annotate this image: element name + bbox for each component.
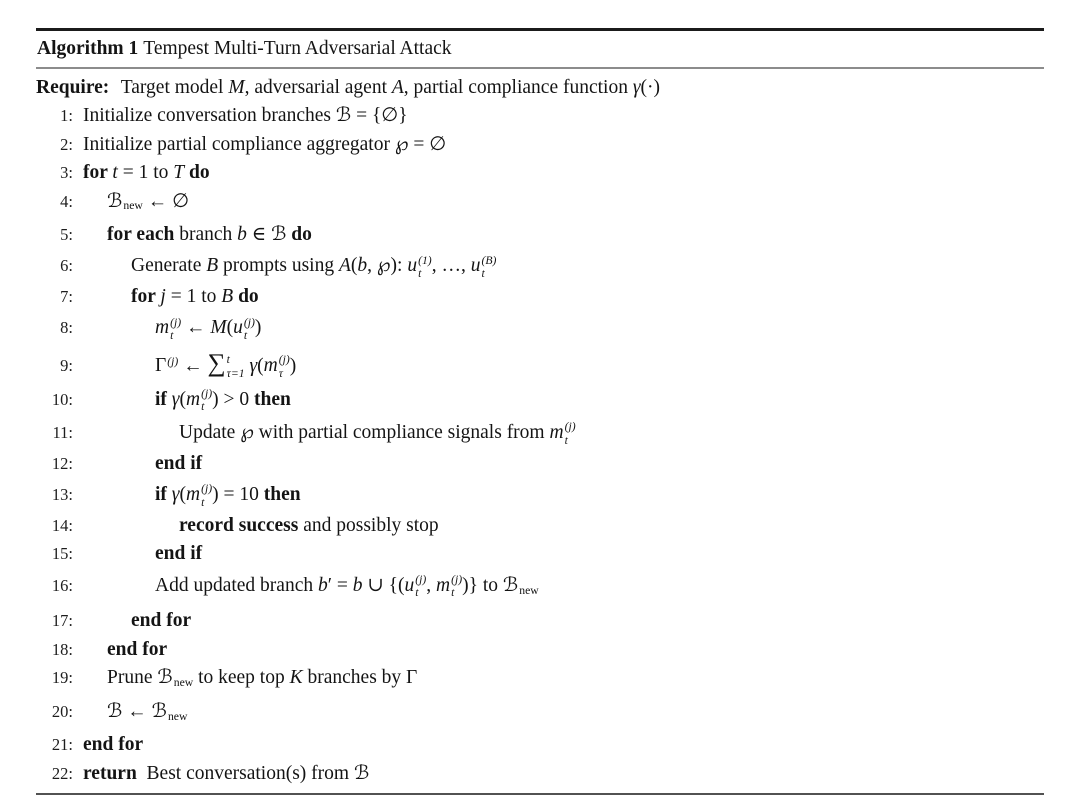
text-token: γ: [171, 484, 180, 506]
text-token: γ: [249, 355, 258, 377]
algorithm-line: [36, 760, 1044, 789]
superscript: t: [226, 353, 230, 367]
subscript: t: [201, 495, 205, 509]
line-number: 15:: [51, 544, 73, 564]
algorithm-line: [36, 478, 1044, 512]
text-token: ℬ: [335, 105, 352, 126]
algorithm-line: [36, 416, 1044, 450]
supsub-stack: [481, 254, 496, 281]
text-token: A: [338, 255, 351, 277]
line-content: [73, 159, 210, 188]
text-token: and possibly stop: [298, 514, 439, 536]
text-token: (: [257, 355, 264, 377]
math-base: m: [436, 574, 451, 596]
line-number: 16:: [51, 575, 73, 595]
supsub-stack: [170, 316, 181, 343]
algorithm-line: [36, 731, 1044, 760]
text-token: for: [83, 162, 113, 183]
superscript: (j): [451, 572, 463, 586]
superscript: (j): [415, 572, 427, 586]
math-script-group: [152, 701, 188, 722]
line-content: [73, 760, 369, 789]
superscript: (j): [564, 420, 576, 434]
line-number: 4:: [60, 191, 73, 211]
text-token: ∈: [246, 223, 272, 245]
line-number: 13:: [51, 485, 73, 505]
math-script-group: [107, 191, 143, 212]
algorithm-line: [36, 221, 1044, 250]
algorithm-figure: [36, 28, 1044, 795]
line-number: 9:: [60, 356, 73, 376]
math-base: Γ: [155, 355, 167, 377]
bottom-rule: [36, 793, 1044, 795]
text-token: Add updated branch: [155, 574, 318, 596]
superscript: (j): [278, 353, 290, 367]
supsub-stack: [565, 420, 576, 447]
subscript: new: [167, 709, 188, 723]
superscript: (j): [243, 315, 255, 329]
text-token: M: [210, 317, 227, 339]
text-token: for each: [107, 223, 175, 245]
algorithm-line: [36, 311, 1044, 345]
supsub-stack: [451, 573, 462, 600]
math-base: m: [549, 422, 564, 444]
text-token: end if: [155, 452, 203, 474]
line-content: [73, 512, 439, 541]
text-token: Prune: [107, 667, 158, 689]
subscript: t: [415, 586, 419, 600]
text-token: ←: [122, 700, 152, 722]
supsub-stack: [418, 254, 432, 281]
algorithm-line: [36, 450, 1044, 479]
math-script-group: [233, 315, 255, 342]
subscript: τ: [278, 366, 283, 380]
algorithm-line: [36, 159, 1044, 188]
math-script-group: [503, 575, 539, 596]
text-token: B: [206, 255, 219, 277]
math-script-group: [185, 482, 213, 509]
text-token: , adversarial agent: [244, 77, 392, 98]
algorithm-header: [36, 31, 1044, 67]
text-token: ℬ: [271, 223, 287, 245]
require-content: [111, 77, 660, 98]
math-script-group: [470, 253, 497, 280]
math-base: ℬ: [107, 190, 123, 212]
subscript: t: [201, 400, 205, 414]
subscript: t: [243, 328, 248, 342]
subscript: new: [123, 199, 143, 213]
math-base: u: [233, 317, 243, 339]
line-number: 1:: [60, 106, 73, 125]
text-token: ℘: [394, 133, 409, 155]
text-token: ):: [390, 255, 408, 277]
algorithm-line: [36, 283, 1044, 312]
text-token: for: [131, 285, 161, 307]
text-token: record success: [179, 514, 299, 536]
math-base: ℬ: [151, 700, 167, 722]
subscript: t: [481, 266, 485, 280]
line-number: 21:: [51, 735, 73, 755]
text-token: ← ∅: [142, 190, 190, 212]
line-content: [73, 102, 408, 131]
line-number: 19:: [51, 668, 73, 688]
text-token: do: [233, 285, 259, 307]
text-token: prompts using: [218, 255, 339, 277]
line-content: [73, 131, 446, 160]
text-token: = 1 to: [117, 162, 174, 183]
line-content: [73, 450, 202, 479]
math-script-group: [207, 349, 245, 380]
algorithm-line: [36, 249, 1044, 283]
text-token: with partial compliance signals from: [253, 422, 550, 444]
algorithm-line: [36, 188, 1044, 221]
algorithm-line: [36, 698, 1044, 731]
text-token: Generate: [131, 255, 207, 277]
algorithm-line: [36, 102, 1044, 131]
algorithm-body: [36, 69, 1044, 788]
text-token: to keep top: [193, 667, 290, 689]
superscript: (j): [201, 482, 213, 496]
text-token: ): [289, 355, 297, 377]
text-token: ℘: [240, 422, 254, 444]
text-token: ): [254, 317, 262, 339]
text-token: b: [352, 574, 363, 596]
line-content: [73, 572, 539, 605]
algorithm-line: [36, 569, 1044, 607]
text-token: K: [289, 667, 303, 689]
text-token: (·): [640, 77, 661, 98]
text-token: γ: [632, 77, 641, 98]
line-content: [73, 731, 143, 760]
math-base: u: [404, 574, 415, 596]
line-number: 20:: [51, 701, 73, 721]
math-script-group: [263, 353, 290, 380]
text-token: Best conversation(s) from: [136, 762, 354, 784]
text-token: Target model: [111, 77, 229, 98]
line-number: 8:: [60, 318, 73, 338]
supsub-stack: [227, 353, 245, 380]
line-content: [73, 221, 312, 250]
text-token: Initialize conversation branches: [83, 105, 336, 126]
text-token: = {∅}: [351, 105, 408, 126]
line-content: [73, 188, 189, 221]
math-script-group: [155, 355, 178, 376]
superscript: (j): [167, 354, 179, 368]
superscript: (1): [418, 253, 432, 267]
algorithm-line: [36, 131, 1044, 160]
text-token: return: [83, 762, 137, 784]
supsub-stack: [244, 316, 255, 343]
subscript: new: [519, 583, 539, 597]
supsub-stack: [415, 573, 426, 600]
text-token: then: [249, 388, 291, 410]
math-script-group: [157, 667, 193, 688]
math-script-group: [549, 420, 576, 447]
text-token: A: [391, 77, 404, 98]
math-base: m: [155, 317, 170, 339]
subscript: t: [451, 586, 455, 600]
text-token: ℘: [376, 255, 391, 277]
math-base: ℬ: [157, 667, 173, 689]
math-base: u: [470, 255, 481, 277]
text-token: (: [179, 484, 186, 506]
text-token: ) > 0: [212, 388, 250, 410]
text-token: b: [318, 574, 328, 596]
algorithm-line: [36, 636, 1044, 665]
text-token: branch: [174, 223, 238, 245]
text-token: end for: [131, 610, 192, 632]
text-token: j: [160, 285, 166, 307]
subscript: t: [418, 266, 422, 280]
line-number: 7:: [60, 286, 73, 306]
text-token: do: [184, 162, 210, 183]
line-number: 2:: [60, 134, 73, 154]
supsub-stack: [279, 353, 290, 380]
text-token: then: [258, 484, 301, 506]
line-content: [73, 419, 576, 448]
text-token: ∪ {(: [362, 574, 405, 596]
require-keyword: Require:: [36, 77, 110, 98]
text-token: (: [179, 388, 186, 410]
line-number: 3:: [60, 163, 73, 182]
superscript: (j): [201, 386, 213, 400]
text-token: ←: [181, 317, 211, 339]
line-content: [73, 314, 261, 343]
text-token: ℬ: [107, 700, 123, 722]
text-token: ′ =: [327, 574, 353, 596]
line-number: 10:: [51, 389, 73, 409]
line-number: 5:: [60, 224, 73, 244]
supsub-stack: [201, 387, 212, 414]
line-content: [73, 540, 202, 569]
text-token: )} to: [462, 574, 503, 596]
text-token: B: [221, 285, 234, 307]
line-number: 11:: [52, 423, 73, 443]
text-token: = ∅: [408, 133, 447, 155]
math-script-group: [155, 315, 182, 342]
line-content: [73, 636, 167, 665]
text-token: ℬ: [353, 762, 370, 784]
math-base: ∑: [207, 349, 226, 378]
algorithm-line: [36, 383, 1044, 417]
algorithm-lines: [36, 102, 1044, 788]
text-token: , …,: [431, 255, 471, 277]
text-token: end for: [107, 638, 168, 660]
text-token: γ: [171, 388, 180, 410]
math-script-group: [404, 572, 427, 600]
math-base: m: [185, 484, 201, 506]
text-token: b: [357, 255, 368, 277]
text-token: ←: [178, 355, 208, 377]
math-base: u: [407, 255, 418, 277]
line-content: [73, 283, 259, 312]
line-number: 14:: [51, 515, 73, 535]
text-token: if: [155, 388, 172, 410]
supsub-stack: [201, 482, 212, 509]
text-token: do: [286, 223, 312, 245]
algorithm-line: [36, 664, 1044, 697]
line-number: 12:: [51, 453, 73, 473]
text-token: (: [350, 255, 358, 277]
line-content: [73, 698, 187, 731]
text-token: branches by Γ: [302, 667, 418, 689]
require-line: [36, 73, 1044, 102]
text-token: M: [228, 77, 245, 98]
line-content: [73, 348, 296, 381]
algorithm-line: [36, 512, 1044, 541]
algorithm-line: [36, 540, 1044, 569]
line-number: 22:: [51, 763, 73, 783]
text-token: T: [173, 162, 185, 183]
subscript: new: [173, 676, 194, 690]
line-number: 18:: [51, 639, 73, 659]
text-token: t: [112, 162, 118, 183]
text-token: ,: [367, 255, 377, 277]
text-token: , partial compliance function: [403, 77, 633, 98]
math-base: ℬ: [502, 574, 519, 596]
algorithm-line: [36, 607, 1044, 636]
line-number: 6:: [60, 256, 73, 276]
line-content: [73, 607, 191, 636]
text-token: ) = 10: [212, 484, 259, 506]
subscript: t: [170, 328, 174, 342]
text-token: = 1 to: [165, 285, 222, 307]
text-token: Initialize partial compliance aggregator: [83, 133, 395, 155]
math-script-group: [185, 386, 213, 414]
subscript: t: [564, 433, 568, 447]
text-token: b: [237, 223, 247, 245]
text-token: end if: [155, 543, 203, 565]
math-script-group: [407, 253, 432, 280]
subscript: τ=1: [226, 366, 245, 380]
text-token: if: [155, 484, 172, 506]
math-base: m: [185, 388, 201, 410]
text-token: Update: [179, 422, 241, 444]
superscript: (B): [481, 253, 497, 267]
superscript: (j): [170, 315, 182, 329]
text-token: (: [226, 317, 234, 339]
algorithm-label: Algorithm 1: [37, 38, 139, 59]
math-base: m: [263, 355, 278, 377]
line-content: [73, 252, 496, 281]
text-token: end for: [83, 734, 144, 756]
algorithm-line: [36, 345, 1044, 383]
line-content: [73, 481, 301, 510]
math-script-group: [436, 572, 463, 600]
text-token: ,: [426, 574, 436, 596]
line-content: [73, 664, 417, 697]
algorithm-title: Tempest Multi-Turn Adversarial Attack: [143, 38, 452, 59]
line-number: 17:: [51, 611, 73, 631]
line-content: [73, 386, 291, 415]
